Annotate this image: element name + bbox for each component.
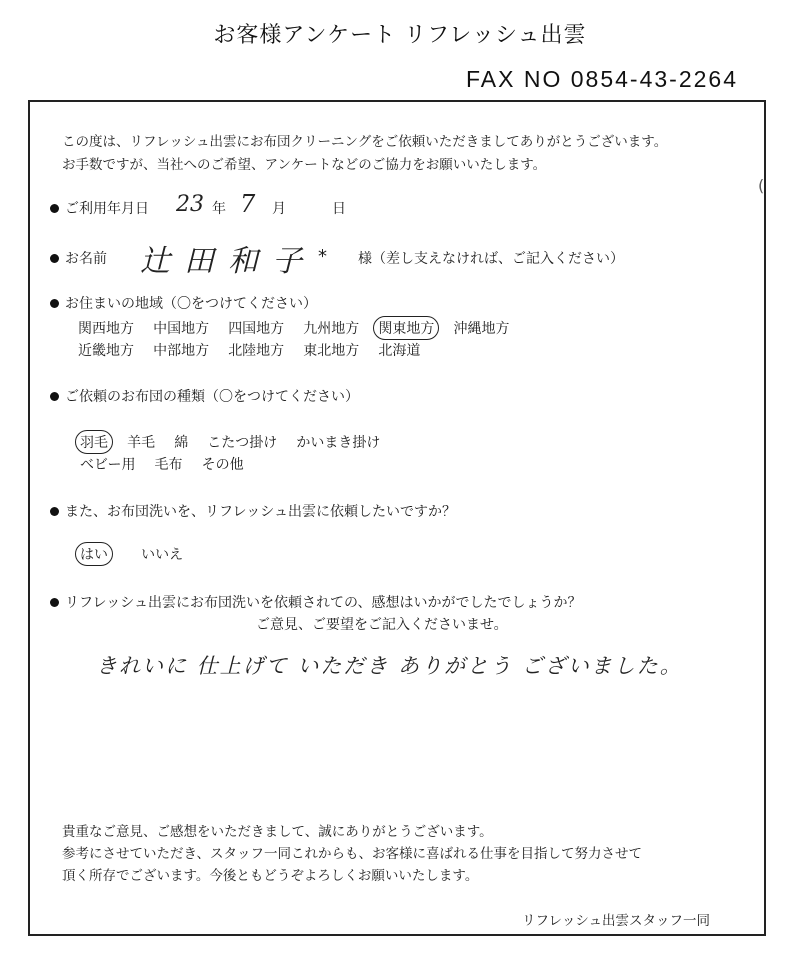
futon-type-label: ご依頼のお布団の種類（〇をつけてください） [65,389,359,405]
futon-option-selected[interactable]: 羽毛 [75,430,113,454]
intro-line-1: この度は、リフレッシュ出雲にお布団クリーニングをご依頼いただきましてありがとうございます。 [62,134,668,150]
region-option[interactable]: 中部地方 [153,343,210,359]
futon-option[interactable]: ベビー用 [80,457,136,473]
bullet-icon [50,507,59,516]
request-again-options [80,542,197,566]
name-asterisk: * [318,246,327,267]
futon-option[interactable]: かいまき掛け [296,435,381,451]
request-again-label: また、お布団洗いを、リフレッシュ出雲に依頼したいですか？ [65,504,457,520]
name-row [50,248,107,268]
impression-answer[interactable]: きれいに 仕上げて いただき ありがとう ございました。 [96,654,683,678]
usage-year-label: 年 [212,201,226,217]
usage-date-row [50,198,149,218]
region-label: お住まいの地域（〇をつけてください） [65,296,317,312]
bullet-icon [50,204,59,213]
region-options-row-2 [78,340,434,360]
request-again-no[interactable]: いいえ [141,547,184,563]
request-again-question [50,501,456,521]
region-option[interactable]: 中国地方 [153,321,210,337]
futon-option[interactable]: 毛布 [154,457,183,473]
impression-prompt: ご意見、ご要望をご記入くださいませ。 [256,617,508,633]
region-option-selected[interactable]: 関東地方 [373,316,439,340]
usage-day-label: 日 [332,201,346,217]
futon-options-row-1 [80,430,394,454]
request-again-yes-selected[interactable]: はい [75,542,113,566]
closing-line-3: 頂く所存でございます。今後ともどうぞよろしくお願いいたします。 [62,868,479,884]
name-label: お名前 [65,251,107,267]
margin-mark: ( [758,176,765,195]
usage-year-value[interactable]: 23 [176,192,204,217]
region-option[interactable]: 九州地方 [303,321,360,337]
region-option[interactable]: 沖縄地方 [453,321,510,337]
bullet-icon [50,254,59,263]
region-options-row-1 [78,316,523,340]
region-option[interactable]: 四国地方 [228,321,285,337]
intro-line-2: お手数ですが、当社へのご希望、アンケートなどのご協力をお願いいたします。 [62,157,547,173]
page-title: お客様アンケート リフレッシュ出雲 [213,23,587,48]
futon-options-row-2 [80,454,258,474]
bullet-icon [50,392,59,401]
fax-number: FAX NO 0854-43-2264 [466,66,738,92]
bullet-icon [50,299,59,308]
region-option[interactable]: 北海道 [378,343,421,359]
futon-option[interactable]: 綿 [174,435,189,451]
futon-option[interactable]: 羊毛 [127,435,156,451]
futon-type-question [50,386,359,406]
name-value[interactable]: 辻田和子 [140,244,316,279]
region-question [50,293,317,313]
region-option[interactable]: 関西地方 [78,321,134,337]
impression-question [50,592,581,612]
signature: リフレッシュ出雲スタッフ一同 [522,913,711,929]
usage-date-label: ご利用年月日 [65,201,149,217]
usage-month-value[interactable]: 7 [240,190,256,218]
region-option[interactable]: 近畿地方 [78,343,134,359]
closing-line-2: 参考にさせていただき、スタッフ一同これからも、お客様に喜ばれる仕事を目指して努力させて [62,846,642,862]
name-suffix: 様（差し支えなければ、ご記入ください） [358,251,624,267]
region-option[interactable]: 東北地方 [303,343,360,359]
usage-month-label: 月 [272,201,286,217]
closing-line-1: 貴重なご意見、ご感想をいただきまして、誠にありがとうございます。 [62,824,493,840]
region-option[interactable]: 北陸地方 [228,343,285,359]
futon-option[interactable]: こたつ掛け [207,435,278,451]
impression-label: リフレッシュ出雲にお布団洗いを依頼されての、感想はいかがでしたでしょうか？ [65,595,582,611]
bullet-icon [50,598,59,607]
futon-option[interactable]: その他 [201,457,244,473]
